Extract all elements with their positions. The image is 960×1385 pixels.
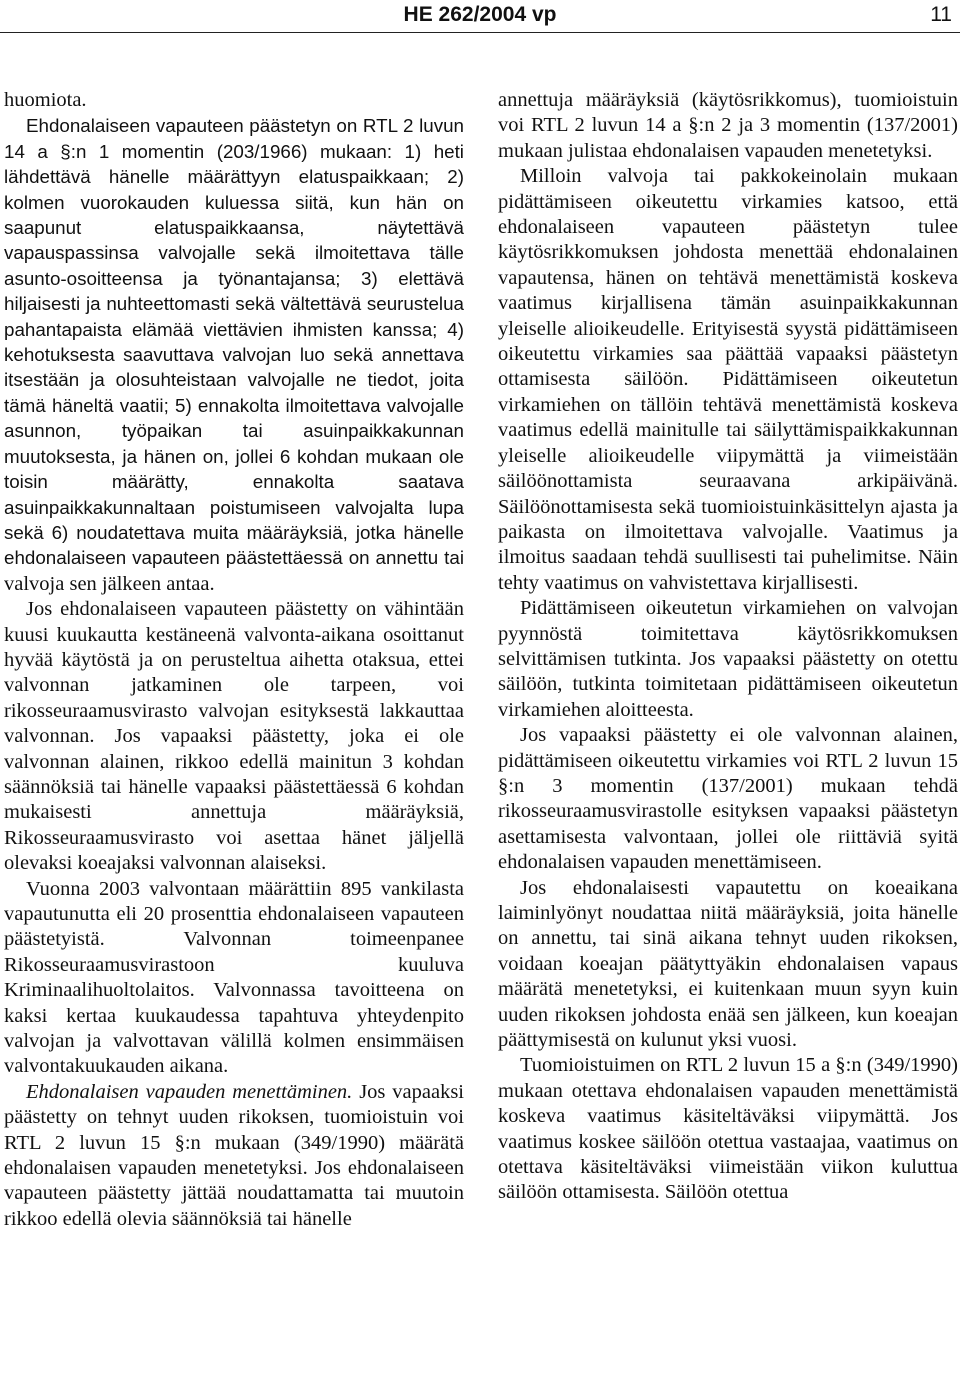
paragraph: Vuonna 2003 valvontaan määrättiin 895 vankilasta vapautunutta eli 20 prosenttia ehdonalaiseen vapauteen päästetyistä. Valvonnan toimeenpanee Rikosseuraamusvirastoon kuuluva Kriminaalihuoltolaitos. Valvonnassa tavoitteena on kaksi kertaa kuukaudessa tapahtuva yhteydenpito valvojan ja valvottavan välillä kolmen ensimmäisen valvontakuukauden aikana. xyxy=(4,877,464,1078)
paragraph: huomiota. xyxy=(4,89,87,111)
paragraph-text: Jos vapaaksi päästetty on tehnyt uuden rikoksen, tuomioistuin voi RTL 2 luvun 15 §:n mukaan (349/1990) määrätä ehdonalaisen vapauden menetetyksi. Jos ehdonalaiseen vapauteen päästetty jättää noudattamatta tai muutoin rikkoo edellä olevia säännöksiä tai hänelle xyxy=(4,1080,464,1230)
paragraph: Pidättämiseen oikeutetun virkamiehen on valvojan pyynnöstä toimitettava käytösrikkomuksen selvittämisen tutkinta. Jos vapaaksi päästetty on otettu säilöön, tutkinta toimitetaan pidättämiseen oikeutetun virkamiehen aloitteesta. xyxy=(498,597,958,721)
page-number: 11 xyxy=(930,3,952,26)
section-heading: Ehdonalaisen vapauden menettäminen. xyxy=(26,1080,353,1103)
right-column xyxy=(498,88,958,1206)
paragraph-section xyxy=(4,1080,464,1232)
paragraph: Jos ehdonalaisesti vapautettu on koeaikana laiminlyönyt noudattaa niitä määräyksiä, joita hänelle on annettu, tai sinä aikana tehnyt uuden rikoksen, voidaan koeajan päätyttyäkin ehdonalaisen vapaus määrätä menetetyksi, ei kuitenkaan muun syyn kuin uuden rikoksen johdosta enää sen jälkeen, kun koeajan päättymisestä on kulunut yksi vuosi. xyxy=(498,876,958,1052)
paragraph: Jos ehdonalaiseen vapauteen päästetty on vähintään kuusi kuukautta kestäneenä valvonta-aikana osoittanut hyvää käytöstä ja on perusteltua aihetta otaksua, ettei valvonnan jatkaminen ole tarpeen, voi rikosseuraamusvirasto valvojan esityksestä lakkauttaa valvonnan. Jos vapaaksi päästetty, joka ei ole valvonnan alainen, rikkoo edellä mainitun 3 kohdan säännöksiä tai hänelle vapaaksi päästettäessä 6 kohdan mukaisesti annettuja määräyksiä, Rikosseuraamusvirasto voi asettaa hänet jäljellä olevaksi koeajaksi valvonnan alaiseksi. xyxy=(4,598,464,875)
paragraph: Jos vapaaksi päästetty ei ole valvonnan alainen, pidättämiseen oikeutettu virkamies voi RTL 2 luvun 15 §:n 3 momentin (137/2001) mukaan tehdä rikosseuraamusvirastolle esityksen vapaaksi päästetyn asettamisesta valvontaan, jollei ole riittäviä syitä ehdonalaisen vapauden menettämiseen. xyxy=(498,724,958,874)
header-divider xyxy=(0,32,960,33)
document-id: HE 262/2004 vp xyxy=(403,3,557,26)
left-column xyxy=(4,88,464,1232)
paragraph: Tuomioistuimen on RTL 2 luvun 15 a §:n (349/1990) mukaan otettava ehdonalaisen vapauden menettämistä koskeva vaatimus käsiteltäväksi viipymättä. Jos vaatimus koskee säilöön otettua vastaajaa, vaatimus on otettava käsiteltäväksi viimeistään viikon kuluttua säilöön ottamisesta. Säilöön otettua xyxy=(498,1054,958,1204)
paragraph-text: Ehdonalaiseen vapauteen päästetyn on RTL 2 luvun 14 a §:n 1 momentin (203/1966) mukaan: 1) heti lähdettävä hänelle määrättyyn elatuspaikkaan; 2) kolmen vuorokauden kuluessa siitä, kun hän on saapunut elatuspaikkaansa, näytettävä vapauspassinsa valvojalle sekä ilmoitettava tälle asunto-osoitteensa ja työnantajansa; 3) elettävä hiljaisesti ja nuhteettomasti sekä vältettävä seurustelua pahantapaista elämää viettävien ihmisten kanssa; 4) kehotuksesta saavuttava valvojan luo sekä annettava itsestään ja olosuhteistaan valvojalle ne tiedot, joita tämä häneltä vaatii; 5) ennakolta ilmoitettava valvojalle asunnon, työpaikan tai asuinpaikkakunnan muutoksesta, ja hänen on, jollei 6 kohdan mukaan ole toisin määrätty, ennakolta saatava asuinpaikkakunnaltaan poistumiseen valvojalta lupa sekä 6) noudatettava muita määräyksiä, jotka hänelle ehdonalaiseen vapauteen päästettäessä on annettu tai xyxy=(4,115,464,569)
paragraph: annettuja määräyksiä (käytösrikkomus), tuomioistuin voi RTL 2 luvun 14 a §:n 2 ja 3 momentin (137/2001) mukaan julistaa ehdonalaisen vapauden menetetyksi. xyxy=(498,89,958,162)
paragraph-text-tail: valvoja sen jälkeen antaa. xyxy=(4,572,215,595)
paragraph-conditions xyxy=(4,113,464,597)
page-header xyxy=(0,0,960,40)
paragraph: Milloin valvoja tai pakkokeinolain mukaan pidättämiseen oikeutettu virkamies katsoo, että ehdonalaiseen vapauteen päästetyn tulee käytösrikkomuksen johdosta menettää ehdonalainen vapautensa, hänen on tehtävä menettämistä koskeva vaatimus kirjallisena tämän asuinpaikkakunnan yleiselle alioikeudelle. Erityisestä syystä pidättämiseen oikeutettu virkamies saa päättää vapaaksi päästetyn ottamisesta säilöön. Pidättämiseen oikeutetun virkamiehen on tällöin tehtävä menettämistä koskeva vaatimus edellä mainitulle tai säilyttämispaikkakunnan yleiselle alioikeudelle viipymättä ja viimeistään säilöönottamista seuraavana arkipäivänä. Säilöönottamisesta sekä tuomioistuinkäsittelyn ajasta ja paikasta on ilmoitettava valvojalle. Vaatimus ja ilmoitus saadaan tehdä suullisesti tai puhelimitse. Näin tehty vaatimus on vahvistettava kirjallisesti. xyxy=(498,165,958,594)
